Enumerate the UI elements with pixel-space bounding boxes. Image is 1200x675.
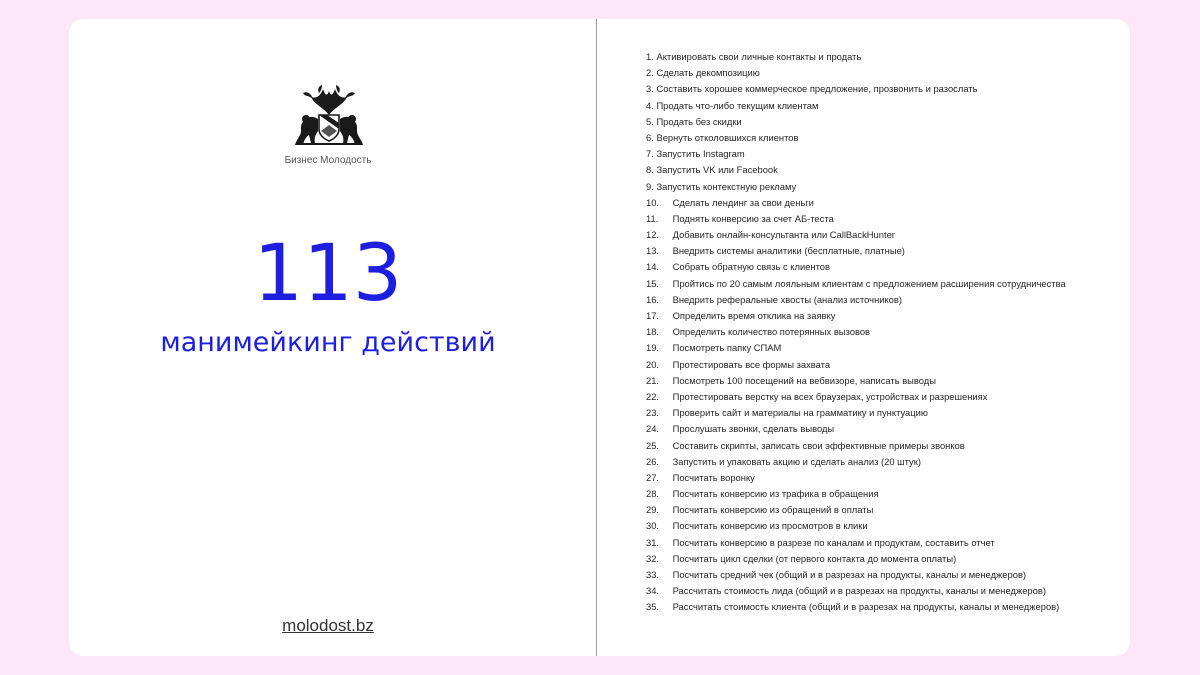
list-item — [646, 195, 1066, 211]
list-item — [646, 502, 1066, 518]
list-item-number: 24. — [646, 423, 660, 435]
list-item-text: Посчитать средний чек (общий и в разрезах на продукты, каналы и менеджеров) — [672, 569, 1027, 580]
panel-divider — [596, 19, 597, 656]
list-item-text: Посмотреть 100 посещений на вебвизоре, написать выводы — [672, 374, 937, 386]
list-item-number: 14. — [646, 261, 660, 273]
list-item-number: 5. — [646, 115, 654, 127]
list-item-text: Сделать декомпозицию — [656, 67, 760, 79]
list-item — [646, 308, 1066, 324]
crest-logo-icon — [293, 85, 365, 147]
list-item — [646, 211, 1066, 227]
list-item-number: 34. — [646, 585, 660, 597]
list-item — [646, 179, 1066, 195]
list-item — [646, 438, 1066, 454]
list-item-number: 26. — [646, 455, 660, 467]
list-item-text: Рассчитать стоимость лида (общий и в разрезах на продукты, каналы и менеджеров) — [672, 585, 1046, 597]
list-item-text: Посчитать конверсию из просмотров в клики — [672, 520, 868, 532]
list-item-text: Посчитать конверсию из обращений в оплаты — [672, 504, 874, 516]
list-item-text: Вернуть отколовшихся клиентов — [656, 131, 799, 143]
list-item — [646, 98, 1066, 114]
list-item — [646, 535, 1066, 551]
list-item — [646, 454, 1066, 470]
list-item — [646, 292, 1066, 308]
headline-subtitle: манимейкинг действий — [160, 327, 496, 358]
list-item-number: 2. — [646, 67, 654, 79]
list-item-text: Протестировать все формы захвата — [672, 358, 831, 370]
headline-number: 113 — [253, 229, 403, 319]
list-item-number: 1. — [646, 51, 654, 62]
list-item-number: 20. — [646, 358, 660, 370]
list-item — [646, 162, 1066, 178]
list-item — [646, 243, 1066, 259]
list-item-number: 4. — [646, 99, 654, 111]
list-item-number: 16. — [646, 293, 660, 305]
list-item-text: Активировать свои личные контакты и продать — [656, 51, 862, 62]
list-item-text: Определить время отклика на заявку — [672, 310, 836, 321]
list-item-number: 35. — [646, 601, 660, 613]
cover-panel — [69, 19, 596, 656]
list-item-text: Прослушать звонки, сделать выводы — [672, 423, 835, 435]
list-item-text: Внедрить системы аналитики (бесплатные, платные) — [672, 245, 905, 257]
list-item — [646, 518, 1066, 534]
list-item — [646, 49, 1066, 65]
list-item-number: 3. — [646, 83, 654, 95]
list-item-number: 28. — [646, 488, 660, 500]
list-item — [646, 114, 1066, 130]
list-item-text: Рассчитать стоимость клиента (общий и в разрезах на продукты, каналы и менеджеров) — [672, 601, 1060, 613]
list-item-number: 21. — [646, 374, 660, 386]
list-item — [646, 405, 1066, 421]
list-item — [646, 227, 1066, 243]
list-item-text: Посмотреть папку СПАМ — [672, 342, 782, 354]
list-item — [646, 340, 1066, 356]
list-item-number: 15. — [646, 277, 660, 289]
list-item-text: Запустить контекстную рекламу — [656, 180, 797, 192]
list-item-text: Составить скрипты, записать свои эффективные примеры звонков — [672, 439, 965, 451]
list-item — [646, 389, 1066, 405]
list-item-text: Запустить и упаковать акцию и сделать анализ (20 штук) — [672, 455, 921, 467]
list-item — [646, 421, 1066, 437]
list-item — [646, 470, 1066, 486]
list-item — [646, 276, 1066, 292]
list-item-number: 23. — [646, 407, 660, 419]
list-item — [646, 146, 1066, 162]
list-item — [646, 130, 1066, 146]
list-item-text: Посчитать конверсию из трафика в обращения — [672, 488, 879, 500]
list-item — [646, 357, 1066, 373]
list-item-number: 11. — [646, 212, 659, 224]
list-item-text: Собрать обратную связь с клиентов — [672, 261, 830, 273]
list-item-text: Посчитать воронку — [672, 471, 755, 483]
list-item-text: Определить количество потерянных вызовов — [672, 326, 871, 338]
list-item-number: 8. — [646, 164, 654, 176]
list-item — [646, 259, 1066, 275]
list-item-number: 17. — [646, 310, 660, 321]
list-item-number: 6. — [646, 131, 654, 143]
list-item-text: Посчитать конверсию в разрезе по каналам и продуктам, составить отчет — [672, 536, 995, 548]
document-card — [69, 19, 1130, 656]
list-item-number: 32. — [646, 552, 660, 564]
list-item — [646, 324, 1066, 340]
list-item-number: 25. — [646, 439, 660, 451]
list-item-text: Проверить сайт и материалы на грамматику и пунктуацию — [672, 407, 928, 419]
list-item-text: Протестировать верстку на всех браузерах, устройствах и разрешениях — [672, 390, 988, 402]
list-item-number: 7. — [646, 148, 654, 160]
list-item — [646, 567, 1066, 583]
action-list — [646, 49, 1066, 616]
list-item — [646, 583, 1066, 599]
list-item-number: 30. — [646, 520, 660, 532]
list-item-number: 27. — [646, 471, 660, 483]
list-item-text: Посчитать цикл сделки (от первого контакта до момента оплаты) — [672, 552, 957, 564]
list-item-number: 29. — [646, 504, 660, 516]
list-item-text: Составить хорошее коммерческое предложение, прозвонить и разослать — [656, 83, 978, 95]
list-item-text: Пройтись по 20 самым лояльным клиентам с предложением расширения сотрудничества — [672, 277, 1066, 289]
list-item-text: Добавить онлайн-консультанта или CallBackHunter — [672, 229, 895, 241]
list-item-number: 10. — [646, 196, 660, 208]
list-item-text: Сделать лендинг за свои деньги — [672, 196, 814, 208]
list-item-text: Внедрить реферальные хвосты (анализ источников) — [672, 293, 903, 305]
list-item-text: Продать без скидки — [656, 115, 742, 127]
list-item-number: 31. — [646, 536, 660, 548]
list-item-text: Запустить VK или Facebook — [656, 164, 778, 176]
site-link[interactable]: molodost.bz — [282, 616, 374, 635]
list-item-number: 12. — [646, 229, 660, 241]
list-item-number: 33. — [646, 569, 660, 580]
list-item — [646, 81, 1066, 97]
list-item — [646, 599, 1066, 615]
list-item — [646, 373, 1066, 389]
list-item-number: 22. — [646, 390, 660, 402]
list-item — [646, 551, 1066, 567]
list-item-text: Запустить Instagram — [656, 148, 745, 160]
list-item — [646, 65, 1066, 81]
list-item-number: 9. — [646, 180, 654, 192]
list-item-number: 19. — [646, 342, 660, 354]
brand-name: Бизнес Молодость — [284, 155, 372, 166]
list-item-number: 13. — [646, 245, 660, 257]
list-item — [646, 486, 1066, 502]
list-item-number: 18. — [646, 326, 660, 338]
list-item-text: Продать что-либо текущим клиентам — [656, 99, 819, 111]
list-item-text: Поднять конверсию за счет АБ-теста — [672, 212, 834, 224]
